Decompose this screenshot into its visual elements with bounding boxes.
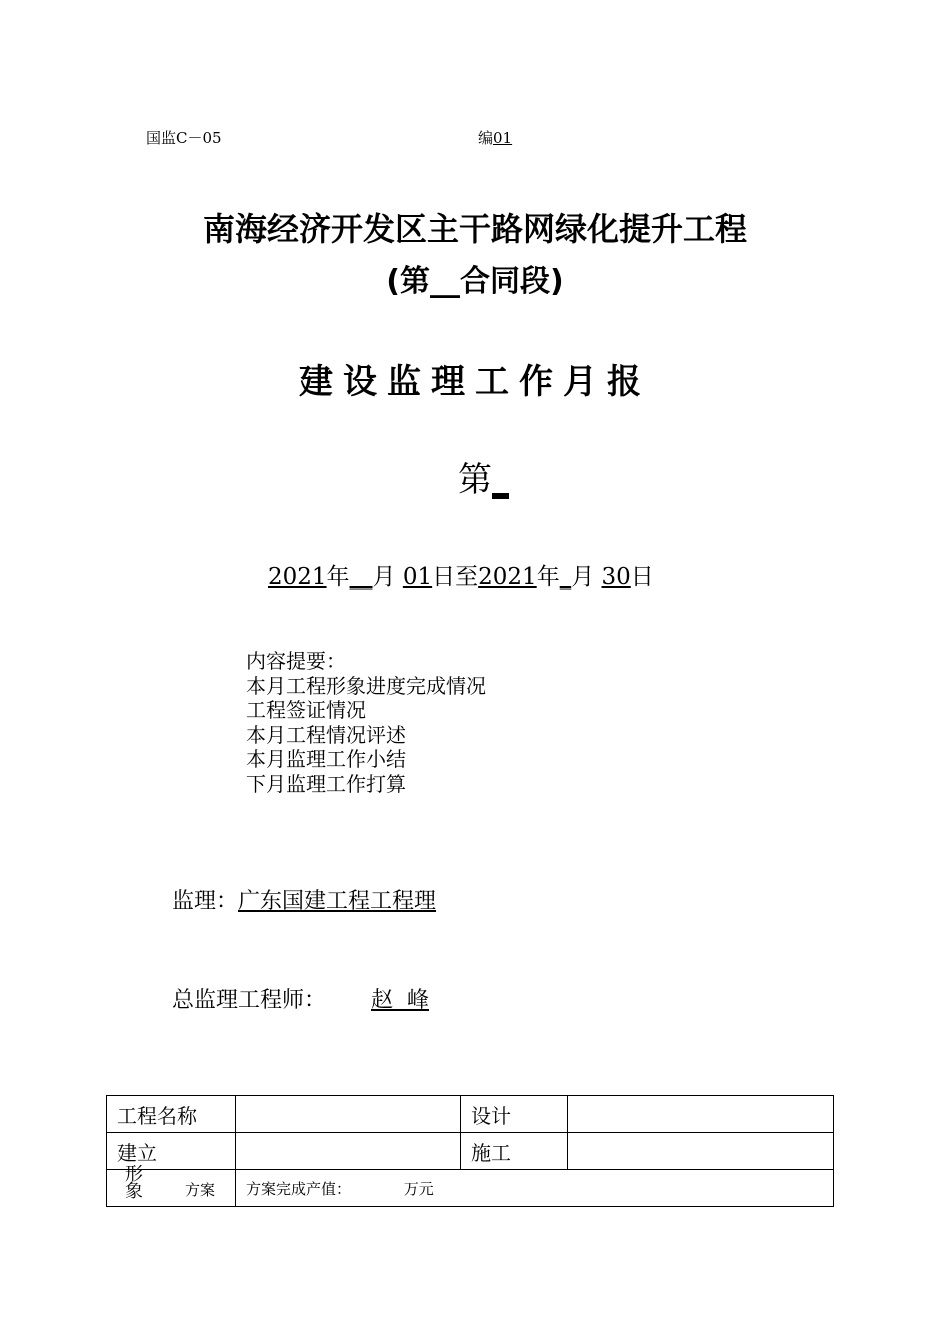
table-value-project-name <box>236 1096 461 1133</box>
month-char: 月 <box>571 564 595 590</box>
start-day: 01 <box>402 564 433 590</box>
table-label-client: 建立 <box>107 1133 236 1170</box>
chief-engineer-line <box>172 983 437 1014</box>
contents-item: 本月工程形象进度完成情况 <box>246 673 486 698</box>
chief-engineer-label: 总监理工程师： <box>172 988 327 1013</box>
table-label-project-name: 工程名称 <box>107 1096 236 1133</box>
document-number <box>478 127 512 148</box>
table-row <box>107 1170 834 1207</box>
chief-engineer-name: 赵 峰 <box>371 988 430 1013</box>
table-value-construction <box>568 1133 834 1170</box>
supervisor-line <box>172 884 436 915</box>
end-day: 30 <box>601 564 631 590</box>
start-month-blank: __ <box>349 564 373 590</box>
table-cell-progress <box>107 1164 236 1207</box>
to-text: 日至 <box>432 564 479 590</box>
table-cell-plan-value <box>236 1170 834 1207</box>
contents-summary <box>246 649 486 796</box>
table-label-image-progress: 形象 <box>125 1164 143 1202</box>
end-year: 2021 <box>478 564 537 590</box>
issue-blank: _ <box>492 460 509 500</box>
table-label-construction: 施工 <box>461 1133 568 1170</box>
table-unit: 万元 <box>403 1179 434 1198</box>
year-char: 年 <box>326 564 350 590</box>
contents-item: 工程签证情况 <box>246 698 366 722</box>
issue-number <box>458 452 509 501</box>
report-period <box>268 558 654 591</box>
project-info-table <box>106 1095 834 1207</box>
start-year: 2021 <box>268 564 327 590</box>
document-number-value: 01 <box>493 129 513 147</box>
year-char: 年 <box>536 564 560 590</box>
supervisor-company: 广东国建工程工程理 <box>238 889 437 914</box>
contents-item: 下月监理工作打算 <box>246 771 406 796</box>
document-number-label: 编 <box>478 129 494 147</box>
project-title: 南海经济开发区主干路网绿化提升工程 <box>202 210 747 248</box>
end-month-blank: _ <box>559 564 572 590</box>
contents-item: 本月监理工作小结 <box>246 747 406 771</box>
table-value-client <box>236 1133 461 1170</box>
supervisor-label: 监理： <box>172 889 239 914</box>
table-label-design: 设计 <box>461 1096 568 1133</box>
contents-heading: 内容提要： <box>246 649 346 673</box>
table-label-plan-output: 方案完成产值： <box>246 1179 352 1198</box>
month-char: 月 <box>372 564 396 590</box>
table-row <box>107 1133 834 1170</box>
report-title: 建设监理工作月报 <box>299 362 651 402</box>
form-code: 国监C－05 <box>146 129 222 147</box>
table-value-design <box>568 1096 834 1133</box>
issue-prefix: 第 <box>458 460 492 500</box>
contents-item: 本月工程情况评述 <box>246 722 406 747</box>
day-char: 日 <box>630 564 654 590</box>
contract-section: (第__合同段) <box>386 264 564 299</box>
table-label-plan: 方案 <box>185 1181 216 1199</box>
table-row <box>107 1096 834 1133</box>
